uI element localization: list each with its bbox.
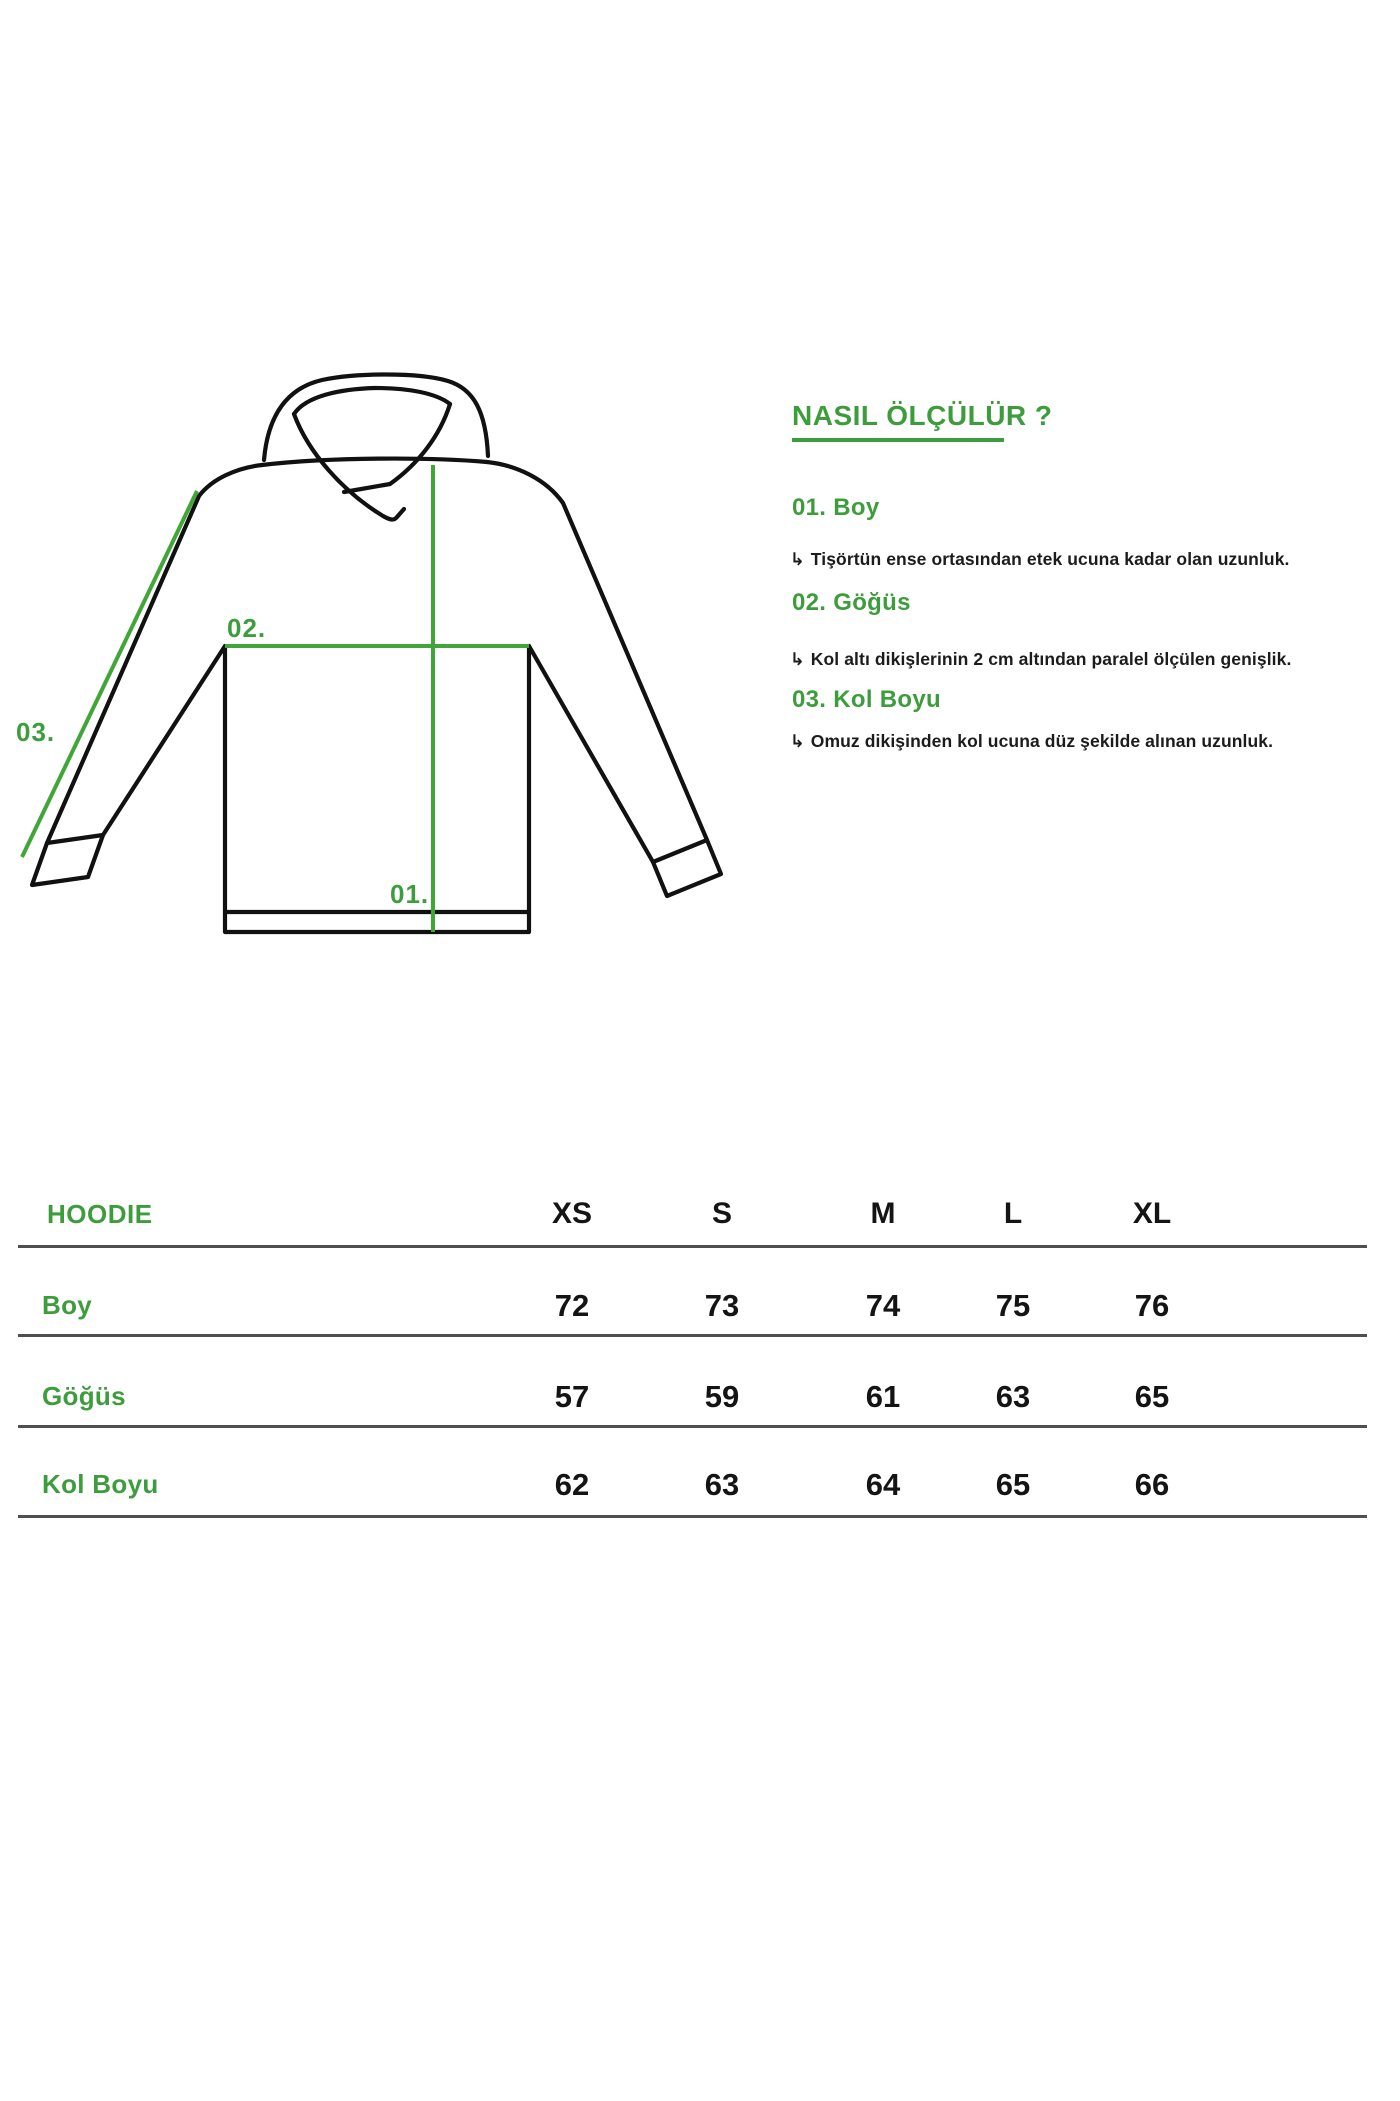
cell-boy-s: 73 [704, 1288, 740, 1323]
hood-inner-outline [294, 388, 450, 414]
hood-left-flap [294, 414, 404, 520]
column-header-xs: XS [551, 1197, 593, 1230]
body-outline [225, 646, 529, 932]
return-arrow-icon: ↳ [790, 549, 805, 569]
guide-heading-gogus: 02. Göğüs [792, 589, 911, 616]
guide-desc-gogus-text: Kol altı dikişlerinin 2 cm altından paralel ölçülen genişlik. [810, 649, 1292, 669]
cell-kol-boyu-xl: 66 [1134, 1467, 1170, 1502]
cell-boy-xl: 76 [1134, 1288, 1170, 1323]
cell-kol-boyu-m: 64 [865, 1467, 901, 1502]
cell-kol-boyu-s: 63 [704, 1467, 740, 1502]
right-cuff [653, 840, 721, 896]
table-rule [18, 1425, 1367, 1428]
sleeve-measure-line [22, 491, 197, 857]
guide-desc-boy [790, 549, 1290, 570]
measure-label-sleeve: 03. [16, 717, 56, 747]
guide-desc-gogus [790, 649, 1291, 670]
column-header-m: M [870, 1197, 896, 1230]
column-header-l: L [1003, 1197, 1023, 1230]
guide-heading-boy: 01. Boy [792, 494, 880, 521]
right-sleeve-inner [529, 646, 653, 862]
table-product-name: HOODIE [47, 1199, 153, 1229]
row-label-kol-boyu: Kol Boyu [42, 1469, 159, 1499]
cell-gogus-s: 59 [704, 1379, 740, 1414]
cell-gogus-xl: 65 [1134, 1379, 1170, 1414]
cell-gogus-m: 61 [865, 1379, 901, 1414]
neckline [262, 459, 487, 465]
row-label-gogus: Göğüs [42, 1381, 126, 1411]
row-label-boy: Boy [42, 1290, 93, 1320]
cell-kol-boyu-xs: 62 [554, 1467, 590, 1502]
right-sleeve-outer [487, 462, 707, 840]
cell-boy-m: 74 [865, 1288, 901, 1323]
measure-label-length: 01. [390, 879, 430, 909]
measure-label-chest: 02. [227, 613, 267, 643]
guide-desc-boy-text: Tişörtün ense ortasından etek ucuna kadar olan uzunluk. [810, 549, 1290, 569]
table-rule [18, 1245, 1367, 1248]
left-sleeve-outer [47, 465, 262, 843]
cell-gogus-xs: 57 [554, 1379, 590, 1414]
guide-desc-kol-boyu-text: Omuz dikişinden kol ucuna düz şekilde alınan uzunluk. [810, 731, 1274, 751]
cell-kol-boyu-l: 65 [995, 1467, 1031, 1502]
return-arrow-icon: ↳ [790, 731, 805, 751]
column-header-s: S [711, 1197, 732, 1230]
column-header-xl: XL [1132, 1197, 1172, 1230]
return-arrow-icon: ↳ [790, 649, 805, 669]
left-cuff [32, 835, 103, 885]
cell-boy-xs: 72 [554, 1288, 590, 1323]
guide-title-underline [792, 438, 1004, 442]
cell-gogus-l: 63 [995, 1379, 1031, 1414]
guide-desc-kol-boyu [790, 731, 1273, 752]
guide-heading-kol-boyu: 03. Kol Boyu [792, 686, 941, 713]
cell-boy-l: 75 [995, 1288, 1031, 1323]
hoodie-diagram [0, 350, 760, 950]
guide-title: NASIL ÖLÇÜLÜR ? [792, 400, 1053, 431]
table-rule [18, 1515, 1367, 1518]
table-rule [18, 1334, 1367, 1337]
